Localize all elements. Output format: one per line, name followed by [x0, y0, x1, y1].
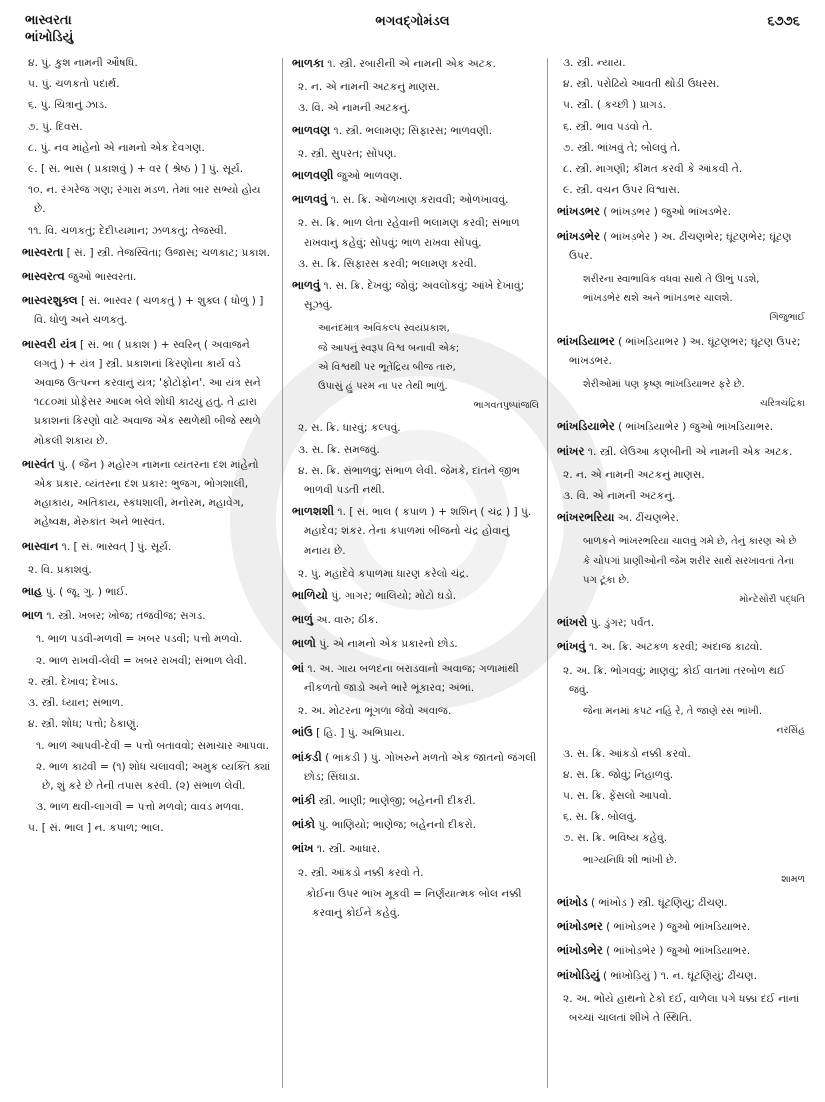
definition: ( ભાંખડ઼િયાભર ) અ. ઘૂંટણભર; ઘૂંટણ ઉપર; ભાંખડભર. — [569, 335, 801, 367]
citation-line: જે આપનું સ્વરૂપ વિશ્વ બનાવી એક; — [318, 342, 460, 354]
citation — [557, 532, 805, 609]
dictionary-entry — [22, 243, 274, 263]
sense: ૭. સ્ત્રી. ભાંખવું તે; બોલવું તે. — [563, 141, 681, 154]
column-divider-2 — [547, 58, 548, 1088]
citation-source: ગિજુભાઈ — [769, 312, 805, 324]
dictionary-entry — [292, 839, 539, 859]
dictionary-entry — [557, 227, 805, 266]
headword: ભાળું — [292, 612, 313, 627]
dictionary-entry — [557, 941, 805, 961]
headword: ભાંખોડભેર — [557, 943, 603, 958]
dictionary-entry — [292, 502, 539, 561]
citation-source: શામળ — [781, 873, 805, 885]
citation-line: બાળકને ભાંખરભરિયા ચાલવું ગમે છે, તેનું કારણ એ છે કે ચોપગાં પ્રાણીઓની જેમ શરીર સાથે સરખાવતાં તેના પગ ટૂંકા છે. — [583, 536, 797, 586]
sense: ૪. સ્ત્રી. પરોઢિયે આવતી થોડી ઉધરસ. — [563, 78, 720, 91]
headword: ભાંખરો — [557, 615, 588, 630]
dictionary-entry — [557, 637, 805, 657]
headword: ભાંખોડિયું — [557, 967, 600, 982]
definition: ૧. અ. ગાય બળદના બરાડવાનો અવાજ; ગળામાંથી નીકળતો જાડો અને ભારે ભૂંકારવ; અંભાં. — [304, 662, 519, 694]
page-number: ૬૭૭૬ — [767, 14, 800, 29]
definition: પું. ( જૈન ) મહોરગ નામના વ્યંતરના દશ માંહેનો એક પ્રકાર. વ્યંતરના દશ પ્રકાર: ભુજગ, ભોગશાલી, મહાકાય, અતિકાય, સ્કંધશાલી, મનોરમ, મહાવેગ, મહેષ્વક્ષ, મેરુકાંત અને ભાસ્વંત. — [34, 458, 259, 529]
citation-line: જેના મનમાં કપટ નહિ રે, તે જાણે રસ ભાંખી. — [583, 706, 763, 718]
guide-word-first: ભાસ્વરતા — [25, 13, 72, 28]
definition: ૧. સ્ત્રી. ભલામણ; સિફારસ; ભાળવણી. — [330, 124, 493, 137]
dictionary-entry — [557, 966, 805, 986]
dictionary-entry — [22, 455, 274, 533]
sense: ૧૧. વિ. ચળકતું; દેદીપ્યમાન; ઝળકતું; તેજસ્વી. — [28, 224, 227, 237]
dictionary-entry — [292, 586, 539, 606]
column-middle — [292, 54, 539, 1102]
sense: ૨. સ્ત્રી. દેખાવ; દેખાડ. — [28, 675, 119, 688]
citation — [292, 319, 539, 415]
definition: ૧. સ. ક્રિ. ઓળખાણ કરાવવી; ઓળખાવવું. — [327, 194, 509, 207]
definition: પું. એ નામનો એક પ્રકારનો છોડ. — [315, 638, 458, 651]
sense: ૫. પું. ચળકતો પદાર્થ. — [28, 78, 120, 91]
sense: ૯. સ્ત્રી. વચન ઉપર વિશ્વાસ. — [563, 184, 681, 197]
headword: ભાળવવું — [292, 192, 328, 207]
headword: ભાંઉ — [292, 725, 313, 740]
dictionary-entry — [557, 893, 805, 913]
sense: ૫. સ્ત્રી. ( કચ્છી ) પ્રાગડ. — [563, 99, 667, 112]
dictionary-entry — [292, 634, 539, 654]
headword: ભાંકી — [292, 792, 316, 807]
dictionary-entry — [22, 335, 274, 451]
phrase: ૨. ભાળ રાખવી-લેવી = ખબર રાખવી; સંભાળ લેવી. — [36, 654, 247, 667]
sense: ૩. સ્ત્રી. ધ્યાન; સંભાળ. — [28, 697, 124, 710]
headword: ભાંખડિયાભેર — [557, 419, 615, 434]
column-right — [557, 54, 805, 1102]
dictionary-entry — [292, 815, 539, 835]
dictionary-entry — [557, 202, 805, 222]
citation-source: નરસિંહ — [776, 725, 805, 737]
sense: ૨. સ્ત્રી. સુપરત; સોંપણ. — [298, 147, 397, 160]
sense: ૬. સ્ત્રી. ભાવ પડવો તે. — [563, 120, 653, 133]
sense: ૪. સ. ક્રિ. જોવું; નિહાળવું. — [563, 768, 674, 781]
guide-word-last: ભાંખોડિયું — [25, 30, 74, 45]
headword: ભાંખ — [292, 841, 314, 856]
definition: જુઓ ભાસ્વરતા. — [64, 271, 137, 284]
dictionary-entry — [22, 291, 274, 330]
phrase: કોઈના ઉપર ભાંખ મૂકવી = નિર્ણયાત્મક બોલ નક્કી કરવાનું કોઈને કહેવું. — [306, 887, 522, 919]
definition: ( ભાંખડ઼ભર ) જુઓ ભાંખડભેર. — [599, 206, 731, 219]
sense: ૪. સ. ક્રિ. સંભાળવું; સંભાળ લેવી. જેમકે, દાંતને જીભ ભાળવી પડતી નથી. — [298, 464, 520, 497]
definition: [ સં. ભાસ્વર ( ચળકતું ) + શુક્લ ( ધોળું ) ] વિ. ધોળું અને ચળકતું. — [34, 295, 264, 327]
dictionary-entry — [557, 332, 805, 371]
dictionary-entry — [557, 613, 805, 633]
definition: ( ભાંકડી ) પું. ગોખરુને મળતો એક જાતનો જંગલી છોડ; સિંઘાડા. — [304, 751, 537, 783]
citation-line: શેરીઓમાં પણ કૃષ્ણ ભાંખડિયાભર ફરે છે. — [583, 379, 745, 391]
citation — [557, 851, 805, 889]
headword: ભાસ્વાન — [22, 538, 59, 553]
citation-source: મોન્ટેસોરી પદ્ધતિ — [739, 594, 805, 606]
headword: ભાંકો — [292, 817, 316, 832]
definition: ૧. સ. ક્રિ. દેખવું; જોવું; અવલોકવું; આંખે દેખાવું; સૂઝવું. — [304, 280, 525, 312]
definition: ૧. સ્ત્રી. રબારીની એ નામની એક અટક. — [323, 58, 496, 70]
headword: ભાસ્વરતા — [22, 244, 64, 259]
dictionary-entry — [292, 190, 539, 210]
headword: ભાળવણી — [292, 168, 334, 183]
sense: ૨. ન. એ નામની અટકનું માણસ. — [298, 81, 440, 94]
headword: ભાંખર — [557, 443, 585, 458]
dictionary-entry — [292, 610, 539, 630]
citation-line: એ વિશ્વથી પર ભૂતેંદ્રિય બીજ તારું, — [318, 361, 456, 373]
citation-source: ચરિત્રચંદ્રિકા — [760, 398, 805, 410]
headword: ભાહ — [22, 584, 43, 599]
dictionary-entry — [557, 508, 805, 528]
dictionary-entry — [22, 606, 274, 626]
phrase: ૧. ભાળ પડવી-મળવી = ખબર પડવી; પત્તો મળવો. — [36, 633, 243, 646]
definition: જુઓ ભાળવણ. — [333, 170, 403, 183]
dictionary-entry — [292, 723, 539, 743]
phrase: ૩. ભાળ થવી-લાગવી = પત્તો મળવો; વાવડ મળવા. — [36, 801, 244, 814]
headword: ભાળિયો — [292, 588, 328, 603]
column-left — [22, 54, 274, 1102]
sense: ૮. પું. નવ માંહેનો એ નામનો એક દેવગણ. — [28, 141, 205, 154]
sense: ૪. પું. કુશ નામની ઔષધિ. — [28, 57, 138, 69]
definition: ( ભાંખડ઼ભેર ) અ. ઢીંચણભેર; ઘૂંટણભેર; ઘૂંટણ ઉપર. — [569, 230, 792, 262]
sense: ૩. સ. ક્રિ. સિફારસ કરવી; ભલામણ કરવી. — [298, 257, 477, 270]
dictionary-entry — [557, 917, 805, 937]
definition: ( ભાંખોડ઼ ) સ્ત્રી. ઘૂંટણિયું; ઢીંચણ. — [587, 896, 728, 909]
definition: ( ભાંખોડ઼િયું ) ૧. ન. ઘૂંટણિયું; ઢીંચણ. — [599, 969, 757, 982]
headword: ભાસ્વરશુક્લ — [22, 293, 78, 308]
dictionary-entry — [292, 748, 539, 787]
definition: સ્ત્રી. ભાણી; ભાણેજી; બહેનની દીકરી. — [315, 794, 476, 807]
definition: ૧. અ. ક્રિ. અટકળ કરવી; અંદાજ કાઢવો. — [585, 641, 763, 654]
sense: ૨. અ. ક્રિ. ભોગવવું; માણવું; કોઈ વાતમાં તરબોળ થઈ જવું. — [563, 664, 786, 696]
citation-line: ભાંખડભેર થશે અને ભાંખડભર ચાલશે. — [583, 293, 733, 305]
definition: ( ભાંખડ઼િયાભેર ) જુઓ ભાંખડિયાભર. — [614, 421, 774, 434]
headword: ભાં — [292, 660, 305, 675]
sense: ૬. પું. ચિત્રાનું ઝાડ. — [28, 99, 108, 112]
headword: ભાંખડિયાભર — [557, 333, 615, 348]
sense: ૨. સ. ક્રિ. ધારવું; કલ્પવું. — [298, 422, 401, 435]
sense: ૫. સ. ક્રિ. ફેંસલો આપવો. — [563, 789, 672, 802]
citation-line: શરીરના સ્વાભાવિક વધવા સાથે તે ઊભું પડશે, — [583, 274, 760, 286]
dictionary-entry — [292, 791, 539, 811]
definition: અ. ઢીંચણભેર. — [614, 512, 680, 525]
dictionary-entry — [22, 537, 274, 557]
headword: ભાંખડભેર — [557, 228, 600, 243]
dictionary-entry — [292, 659, 539, 698]
definition: ૧. [ સં. ભાલ ( કપાળ ) + શશિન્ ( ચંદ્ર ) ] પું. મહાદેવ; શંકર. તેના કપાળમાં બીજનો ચંદ્ર હોવાનું મનાય છે. — [304, 506, 532, 557]
sense: ૩. સ. ક્રિ. આંકડો નક્કી કરવો. — [563, 747, 691, 760]
sense: ૯. [ સં. ભાસ ( પ્રકાશવું ) + વર ( શ્રેષ્ઠ ) ] પું. સૂર્ય. — [28, 163, 244, 176]
definition: ૧. સ્ત્રી. લેઉઆ કણબીની એ નામની એક અટક. — [584, 445, 793, 458]
dictionary-entry — [557, 417, 805, 437]
definition: પું. ગાગર; ભાલિયો; મોટો ઘડો. — [327, 590, 457, 603]
headword: ભાળ — [22, 608, 43, 623]
phrase: ૨. ભાળ કાઢવી = (૧) શોધ ચલાવવી; અમુક વ્યક્તિ ક્યાં છે, શું કરે છે તેની તપાસ કરવી. (૨) સંભાળ લેવી. — [36, 760, 271, 792]
definition: [ સં. ] સ્ત્રી. તેજસ્વિતા; ઉજાસ; ચળકાટ; પ્રકાશ. — [63, 246, 271, 259]
headword: ભાંખોડભર — [557, 919, 603, 934]
dictionary-entry — [292, 276, 539, 315]
definition: ૧. સ્ત્રી. આધાર. — [313, 843, 381, 856]
sense: ૨. પું. મહાદેવે કપાળમાં ધારણ કરેલો ચંદ્ર. — [298, 567, 469, 580]
citation — [557, 702, 805, 740]
sense: ૭. પું. દિવસ. — [28, 120, 83, 133]
sense: ૨. અ. મોટરના ભૂંગળા જેવો અવાજ. — [298, 705, 452, 718]
sense: ૩. સ્ત્રી. ન્યાય. — [563, 57, 626, 69]
sense: ૫. [ સં. ભાલ ] ન. કપાળ; ભાલ. — [28, 822, 164, 835]
citation-source: ભાગવતપુષ્પાંજલિ — [473, 400, 539, 412]
page-header — [0, 0, 825, 48]
citation — [557, 270, 805, 328]
sense: ૪. સ્ત્રી. શોધ; પત્તો; ઠેકાણું. — [28, 718, 140, 731]
sense: ૧૦. ન. રંગરેજ ગણ; રંગારા મંડળ. તેમાં બાર સભ્યો હોય છે. — [28, 184, 261, 216]
headword: ભાંખવું — [557, 639, 586, 654]
citation-line: ભાગ્યનિધિ શી ભાંખી છે. — [583, 854, 677, 866]
dictionary-entry — [557, 442, 805, 462]
phrase: ૧. ભાળ આપવી-દેવી = પત્તો બતાવવો; સમાચાર આપવા. — [36, 739, 269, 752]
definition: ૧. [ સં. ભાસ્વત્ ] પું. સૂર્ય. — [58, 540, 172, 553]
headword: ભાસ્વરી યંત્ર — [22, 336, 77, 351]
definition: પું. ભાણિયો; ભાણેજ; બહેનનો દીકરો. — [315, 819, 476, 832]
headword: ભાળકા — [292, 56, 324, 70]
sense: ૭. સ. ક્રિ. ભવિષ્ય કહેવું. — [563, 832, 668, 845]
dictionary-entry — [292, 166, 539, 186]
column-divider-1 — [282, 58, 283, 1088]
definition: ( ભાંખોડ઼ભેર ) જુઓ ભાંખડિયાભર. — [602, 945, 751, 958]
dictionary-entry — [292, 121, 539, 141]
headword: ભાળશશી — [292, 504, 335, 519]
dictionary-entry — [22, 582, 274, 602]
sense: ૩. વિ. એ નામની અટકનું. — [563, 490, 676, 503]
definition: પું. ( જૂ. ગુ. ) ભાઈ. — [42, 586, 129, 599]
citation-line: આનંદમાત્ર અવિકલ્પ સ્વયંપ્રકાશ, — [318, 323, 450, 335]
headword: ભાળવું — [292, 278, 321, 293]
running-title: ભગવદ્ગોમંડલ — [375, 14, 450, 29]
headword: ભાંખડભર — [557, 204, 600, 219]
definition: ( ભાંખોડ઼ભર ) જુઓ ભાંખડિયાભર. — [602, 921, 751, 934]
headword: ભાસ્વરત્વ — [22, 269, 65, 284]
dictionary-entry — [22, 267, 274, 287]
headword: ભાંકડી — [292, 749, 322, 764]
headword: ભાસ્વંત — [22, 456, 55, 471]
sense: ૨. વિ. પ્રકાશવું. — [28, 563, 92, 576]
sense: ૩. વિ. એ નામની અટકનું. — [298, 102, 411, 115]
definition: ૧. સ્ત્રી. ખબર; ખોજ; તજવીજ; સગડ. — [43, 610, 206, 623]
definition: [ હિ. ] પું. અભિપ્રાય. — [312, 727, 405, 740]
sense: ૨. સ્ત્રી. આંકડો નક્કી કરવો તે. — [298, 866, 424, 879]
headword: ભાંખરભરિયા — [557, 510, 615, 525]
headword: ભાંખોડ — [557, 894, 588, 909]
definition: [ સં. ભા ( પ્રકાશ ) + સ્વરિન્ ( અવાજને લગતું ) + યંત્ર ] સ્ત્રી. પ્રકાશનાં કિરણોના કાર્ય વડે અવાજ ઉત્પન્ન કરવાનું યંત્ર; 'ફોટોફોન'. આ યંત્ર સને ૧૮૮૦માં પ્રોફેસર આલ્મ બેલે શોધી કાઢયું હતું. તે દ્વારા પ્રકાશનાં કિરણો વાટે અવાજ એક સ્થળેથી બીજે સ્થળે મોકલી શકાય છે. — [34, 338, 261, 447]
definition: અ. વારુ; ઠીક. — [313, 614, 379, 627]
sense: ૨. સ. ક્રિ. ભાળ લેતા રહેવાની ભલામણ કરવી; સંભાળ રાખવાનું કહેવું; સોંપવું; ભાળ રાખવા સોંપવું. — [298, 217, 520, 249]
sense: ૨. ન. એ નામની અટકનું માણસ. — [563, 468, 705, 481]
definition: પું. ડુંગર; પર્વત. — [587, 617, 655, 630]
citation — [557, 375, 805, 413]
sense: ૨. અ. ભોંયે હાથનો ટેકો દઈ, વાળેલા પગે ધક્કા દઈ નાનાં બચ્ચાં ચાલતાં શીખે તે સ્થિતિ. — [563, 992, 800, 1024]
headword: ભાળવણ — [292, 122, 331, 137]
sense: ૮. સ્ત્રી. માગણી; કીમત કરવી કે આંકવી તે. — [563, 163, 743, 176]
citation-line: ઉપાસું હું પરમ ના પર તેથી ભાળું. — [318, 381, 448, 393]
sense: ૬. સ. ક્રિ. બોલવું. — [563, 811, 637, 824]
sense: ૩. સ. ક્રિ. સમજવું. — [298, 443, 380, 456]
headword: ભાળો — [292, 636, 316, 651]
dictionary-entry — [292, 54, 539, 74]
